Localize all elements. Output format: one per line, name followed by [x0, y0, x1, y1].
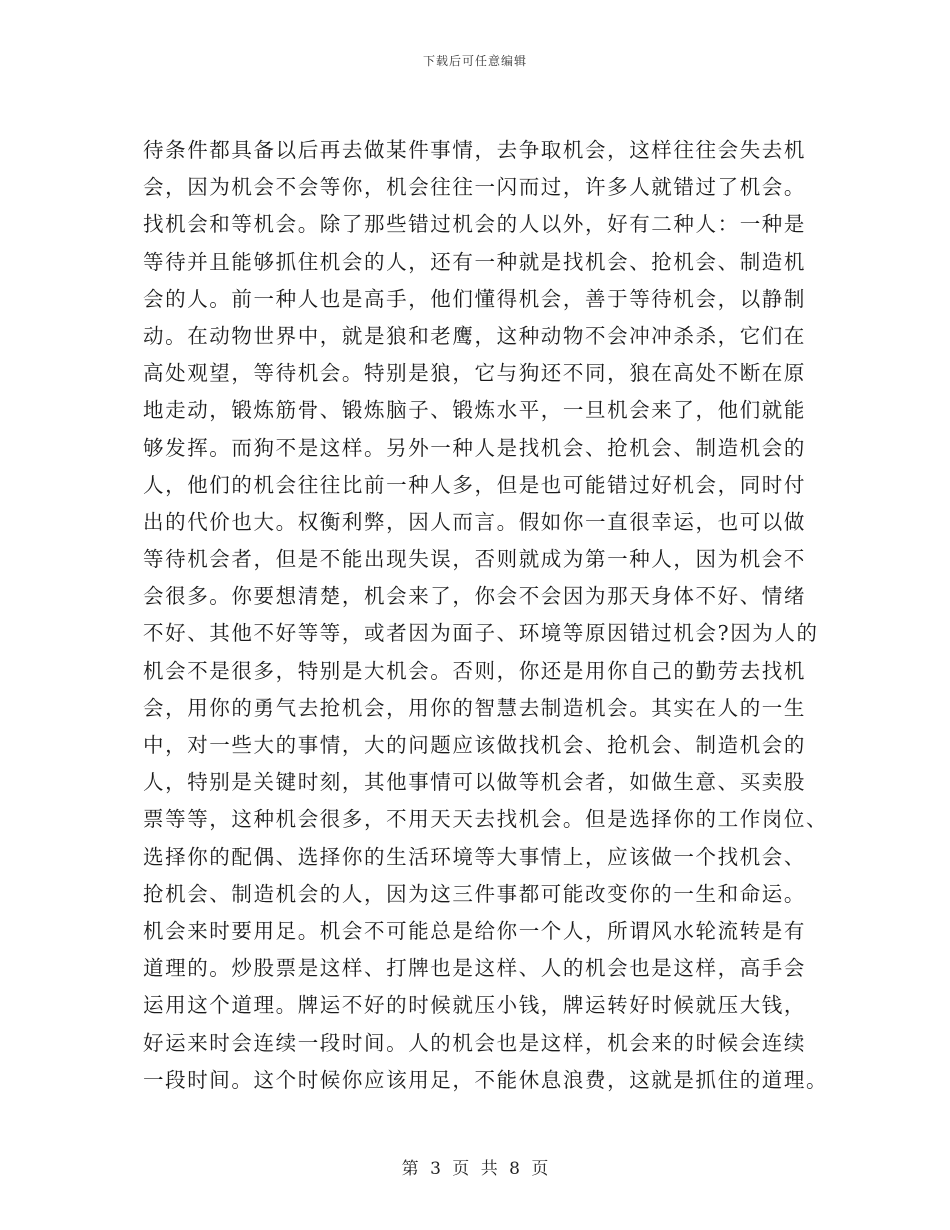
text-line: 够发挥。而狗不是这样。另外一种人是找机会、抢机会、制造机会的	[143, 435, 806, 460]
text-line: 动。在动物世界中，就是狼和老鹰，这种动物不会冲冲杀杀，它们在	[143, 323, 806, 348]
text-line: 好运来时会连续一段时间。人的机会也是这样，机会来的时候会连续	[143, 1030, 806, 1055]
text-line: 道理的。炒股票是这样、打牌也是这样、人的机会也是这样，高手会	[143, 956, 806, 981]
text-line: 机会不是很多，特别是大机会。否则，你还是用你自己的勤劳去找机	[143, 658, 806, 683]
text-line: 待条件都具备以后再去做某件事情，去争取机会，这样往往会失去机	[143, 138, 806, 162]
text-line: 票等等，这种机会很多，不用天天去找机会。但是选择你的工作岗位、	[143, 807, 829, 832]
text-line: 地走动，锻炼筋骨、锻炼脑子、锻炼水平，一旦机会来了，他们就能	[143, 398, 806, 423]
text-line: 等待并且能够抓住机会的人，还有一种就是找机会、抢机会、制造机	[143, 249, 806, 274]
document-body	[143, 132, 829, 1099]
page-number: 第 3 页 共 8 页	[401, 1159, 549, 1179]
text-line: 选择你的配偶、选择你的生活环境等大事情上，应该做一个找机会、	[143, 844, 806, 869]
text-line: 一段时间。这个时候你应该用足，不能休息浪费，这就是抓住的道理。	[143, 1067, 829, 1092]
page-header: 下载后可任意编辑	[422, 54, 527, 68]
text-line: 机会来时要用足。机会不可能总是给你一个人，所谓风水轮流转是有	[143, 918, 806, 943]
text-line: 运用这个道理。牌运不好的时候就压小钱，牌运转好时候就压大钱，	[143, 993, 806, 1018]
text-line: 会很多。你要想清楚，机会来了，你会不会因为那天身体不好、情绪	[143, 584, 806, 609]
text-line: 不好、其他不好等等，或者因为面子、环境等原因错过机会?因为人的	[143, 621, 819, 646]
text-line: 人，他们的机会往往比前一种人多，但是也可能错过好机会，同时付	[143, 472, 806, 497]
text-line: 人，特别是关键时刻，其他事情可以做等机会者，如做生意、买卖股	[143, 770, 806, 795]
text-line: 出的代价也大。权衡利弊，因人而言。假如你一直很幸运，也可以做	[143, 509, 806, 534]
text-line: 会的人。前一种人也是高手，他们懂得机会，善于等待机会，以静制	[143, 286, 806, 311]
text-line: 会，因为机会不会等你，机会往往一闪而过，许多人就错过了机会。	[143, 175, 806, 200]
text-line: 抢机会、制造机会的人，因为这三件事都可能改变你的一生和命运。	[143, 881, 806, 906]
text-line: 会，用你的勇气去抢机会，用你的智慧去制造机会。其实在人的一生	[143, 695, 806, 720]
text-line: 等待机会者，但是不能出现失误，否则就成为第一种人，因为机会不	[143, 547, 806, 572]
text-line: 高处观望，等待机会。特别是狼，它与狗还不同，狼在高处不断在原	[143, 361, 806, 386]
text-line: 中，对一些大的事情，大的问题应该做找机会、抢机会、制造机会的	[143, 733, 806, 757]
text-line: 找机会和等机会。除了那些错过机会的人以外，好有二种人：一种是	[143, 212, 806, 237]
